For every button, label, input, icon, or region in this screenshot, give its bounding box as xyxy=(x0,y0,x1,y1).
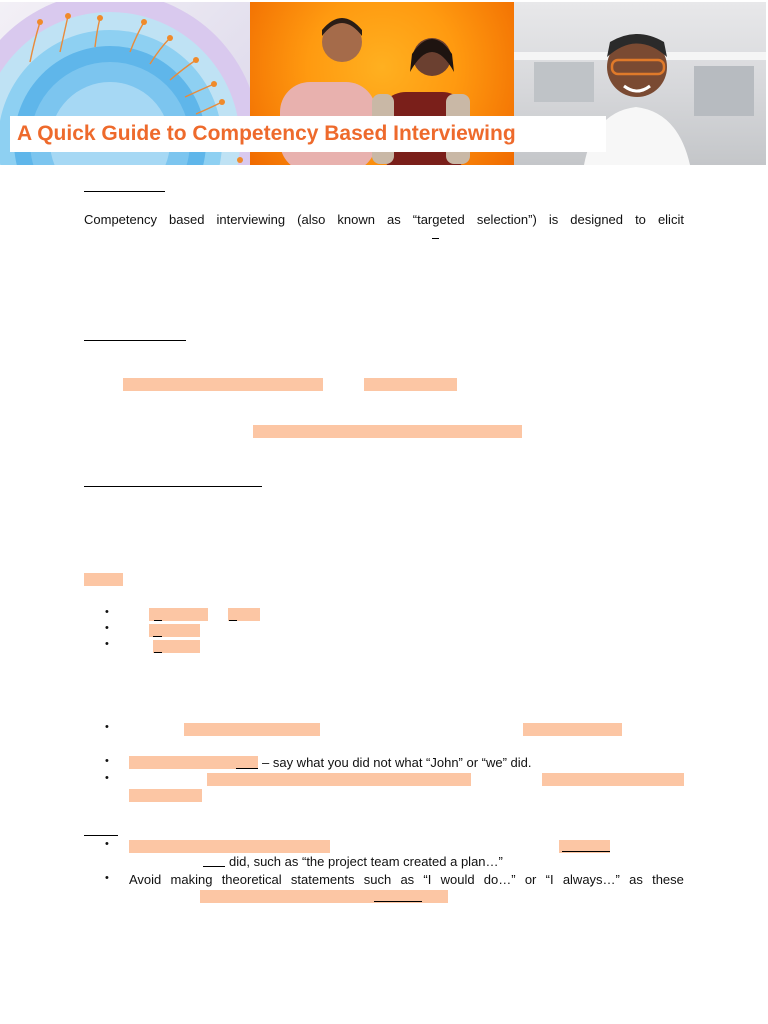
section-heading-underline xyxy=(84,340,186,341)
bullet-text: did, such as “the project team created a plan…” xyxy=(229,854,503,869)
intro-paragraph xyxy=(84,212,684,227)
bullet-word: do…” xyxy=(483,872,516,887)
bullet-marker: • xyxy=(105,638,109,650)
bullet-word: these xyxy=(652,872,684,887)
bullet-word: as xyxy=(400,872,415,887)
intro-word: is xyxy=(548,212,559,227)
redacted-highlight xyxy=(123,378,323,391)
bullet-marker: • xyxy=(105,872,109,884)
redacted-highlight xyxy=(207,773,471,786)
bullet-marker: • xyxy=(105,838,109,850)
underline-mark xyxy=(203,866,225,867)
bullet-word: statements xyxy=(290,872,355,887)
intro-word: Competency xyxy=(84,212,157,227)
bullet-marker: • xyxy=(105,772,109,784)
redacted-highlight xyxy=(129,840,330,853)
intro-word: known xyxy=(337,212,375,227)
redacted-highlight xyxy=(364,378,457,391)
intro-word: (also xyxy=(297,212,326,227)
page-title: A Quick Guide to Competency Based Interviewing xyxy=(17,122,516,145)
bullet-word: making xyxy=(170,872,213,887)
redacted-highlight xyxy=(542,773,684,786)
bullet-word: always…” xyxy=(562,872,620,887)
bullet-marker: • xyxy=(105,622,109,634)
bullet-marker: • xyxy=(105,721,109,733)
intro-word: selection”) xyxy=(476,212,537,227)
underline-mark xyxy=(154,620,162,621)
bullet-marker: • xyxy=(105,755,109,767)
intro-word: elicit xyxy=(657,212,684,227)
underline-mark xyxy=(154,652,162,653)
underline-mark xyxy=(236,768,258,769)
bullet-word: theoretical xyxy=(221,872,282,887)
header-banner xyxy=(0,2,766,165)
section-heading-underline xyxy=(84,486,262,487)
bullet-word: Avoid xyxy=(129,872,162,887)
bullet-word: as xyxy=(629,872,643,887)
intro-word: based xyxy=(169,212,205,227)
bullet-word: would xyxy=(440,872,475,887)
underline-mark xyxy=(562,851,610,852)
intro-word: interviewing xyxy=(216,212,286,227)
intro-word: to xyxy=(635,212,646,227)
underline-mark xyxy=(432,238,439,239)
bullet-text-justified xyxy=(129,872,684,887)
redacted-highlight xyxy=(523,723,622,736)
bullet-word: “I xyxy=(423,872,432,887)
redacted-highlight xyxy=(129,789,202,802)
intro-word: designed xyxy=(570,212,624,227)
bullet-word: such xyxy=(363,872,392,887)
bullet-text: – say what you did not what “John” or “we” did. xyxy=(262,755,532,770)
redacted-highlight xyxy=(184,723,320,736)
title-box xyxy=(10,116,606,152)
section-heading-underline xyxy=(84,191,165,192)
intro-word: as xyxy=(386,212,401,227)
section-heading-underline xyxy=(84,835,118,836)
underline-mark xyxy=(229,620,237,621)
bullet-word: “I xyxy=(545,872,554,887)
underline-mark xyxy=(374,901,422,902)
redacted-highlight xyxy=(253,425,522,438)
intro-word: “targeted xyxy=(412,212,465,227)
underline-mark xyxy=(153,636,162,637)
redacted-highlight xyxy=(84,573,123,586)
bullet-marker: • xyxy=(105,606,109,618)
bullet-word: or xyxy=(524,872,537,887)
